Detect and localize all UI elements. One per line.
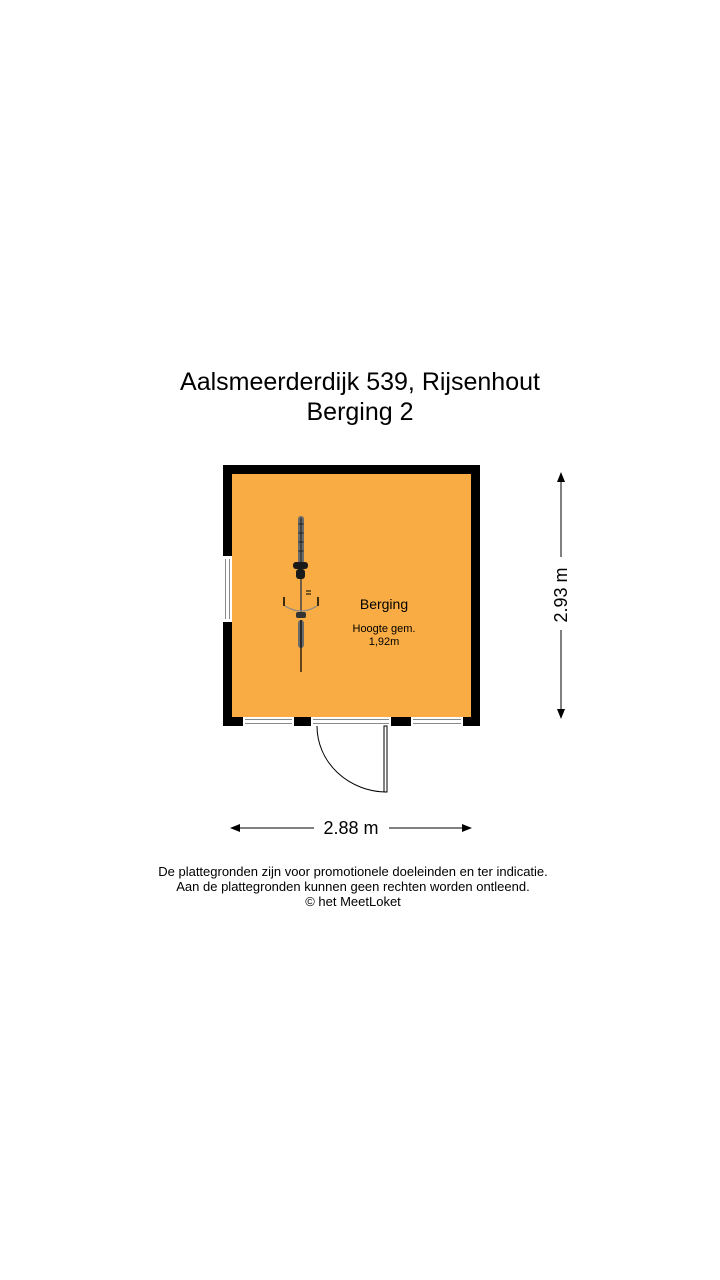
window-left [223, 556, 232, 622]
room-height-value: 1,92m [368, 636, 400, 648]
door-opening [311, 717, 391, 726]
plan-title-address: Aalsmeerderdijk 539, Rijsenhout [180, 368, 540, 396]
width-dimension [230, 818, 472, 838]
door-swing-icon [317, 726, 387, 792]
plan-title-floor: Berging 2 [306, 398, 414, 426]
room-height-label: Hoogte gem. [352, 623, 416, 635]
room-floor [232, 474, 471, 717]
width-dimension-label: 2.88 m [323, 818, 379, 838]
copyright-line: © het MeetLoket [305, 894, 401, 909]
depth-dimension [551, 472, 571, 719]
room-name: Berging [359, 596, 409, 612]
disclaimer-line-2: Aan de plattegronden kunnen geen rechten worden ontleend. [176, 879, 530, 894]
window-bottom-left [243, 717, 294, 726]
disclaimer-line-1: De plattegronden zijn voor promotionele doeleinden en ter indicatie. [158, 864, 548, 879]
window-bottom-right [411, 717, 463, 726]
depth-dimension-label: 2.93 m [551, 567, 571, 623]
